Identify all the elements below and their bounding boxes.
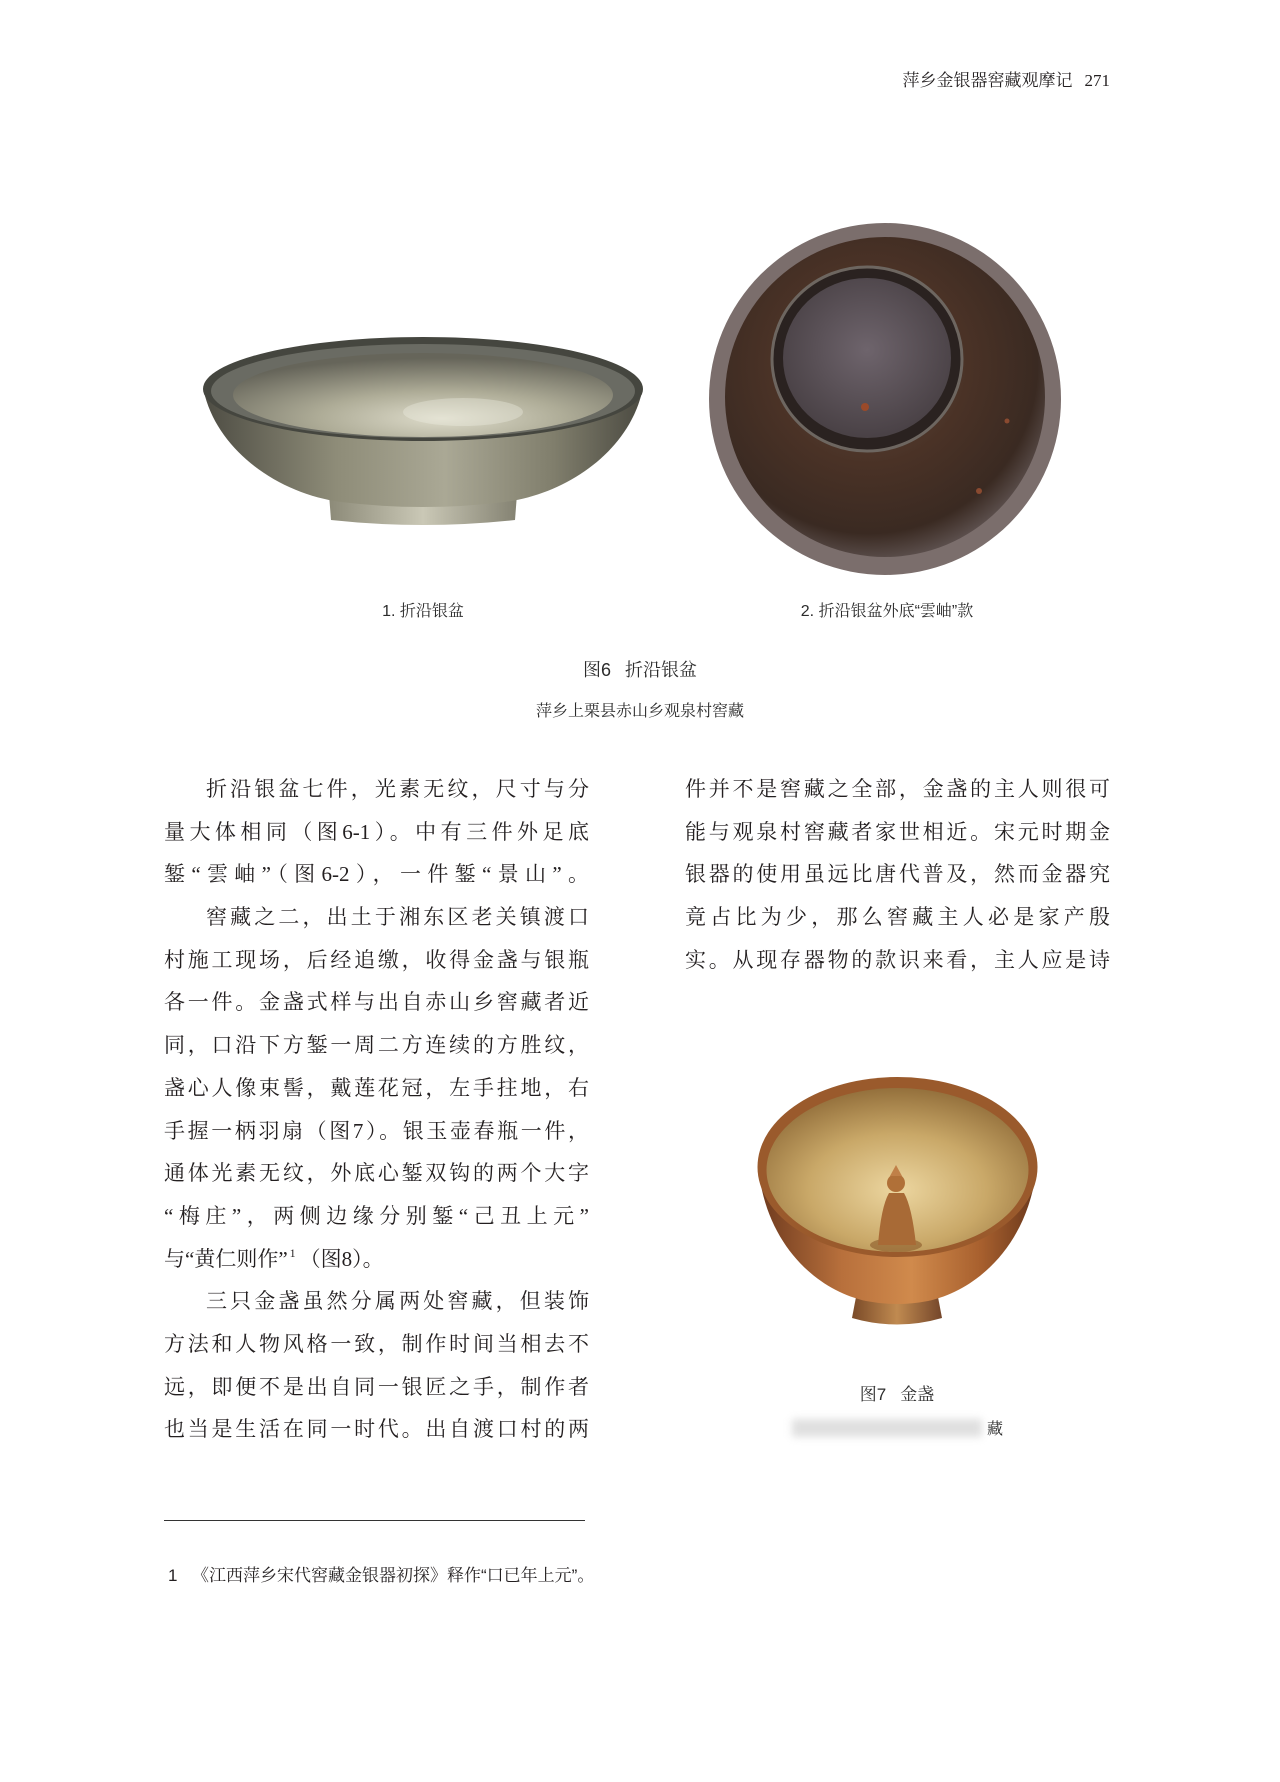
text-line: 手握一柄羽扇（图7）。银玉壶春瓶一件， — [164, 1118, 589, 1143]
seated-figure-head — [887, 1174, 905, 1192]
text-line-with-note — [164, 1238, 589, 1281]
figure-6-1-caption: 1. 折沿银盆 — [382, 603, 464, 620]
figure-6-label: 图6 — [582, 660, 612, 680]
figure-7-source-blurred — [792, 1419, 982, 1437]
rust-spot — [976, 488, 982, 494]
footnote-text: 《江西萍乡宋代窖藏金银器初探》释作“口已年上元”。 — [192, 1566, 595, 1585]
figure-7-label: 图7 — [859, 1385, 887, 1404]
figure-6-2-caption: 2. 折沿银盆外底“雲岫”款 — [800, 603, 974, 620]
text-fragment: （图8）。 — [299, 1246, 384, 1271]
page-number: 271 — [1084, 71, 1110, 90]
figure-7-gold-cup-photo — [756, 1075, 1039, 1330]
text-line: 也当是生活在同一时代。出自渡口村的两 — [164, 1417, 589, 1442]
rust-spot — [1005, 419, 1010, 424]
body-text-left-column — [164, 768, 589, 1451]
body-text-right-column — [685, 768, 1110, 981]
figure-7-title-text: 金盏 — [900, 1385, 935, 1404]
figure-6-title-text: 折沿银盆 — [625, 660, 698, 680]
text-line: 錾“雲岫”（图6-2），一件錾“景山”。 — [164, 862, 589, 887]
figure-6-1-silver-basin-photo — [201, 334, 645, 526]
text-line: 同，口沿下方錾一周二方连续的方胜纹， — [164, 1033, 589, 1058]
text-line: “梅庄”，两侧边缘分别錾“己丑上元” — [164, 1203, 589, 1228]
text-fragment: 与“黄仁则作” — [164, 1246, 288, 1271]
footnote-divider — [164, 1520, 585, 1521]
text-line: 窖藏之二，出土于湘东区老关镇渡口 — [206, 905, 589, 930]
text-line: 村施工现场，后经追缴，收得金盏与银瓶 — [164, 947, 589, 972]
running-header — [903, 66, 1111, 91]
text-line: 竟占比为少，那么窖藏主人必是家产殷 — [685, 905, 1110, 930]
figure-7-title — [860, 1380, 934, 1405]
text-line: 能与观泉村窖藏者家世相近。宋元时期金 — [685, 819, 1110, 844]
text-line: 远，即便不是出自同一银匠之手，制作者 — [164, 1374, 589, 1399]
text-line: 三只金盏虽然分属两处窖藏，但装饰 — [206, 1289, 589, 1314]
figure-6-source: 萍乡上栗县赤山乡观泉村窖藏 — [535, 703, 745, 720]
text-line: 实。从现存器物的款识来看，主人应是诗 — [685, 947, 1110, 972]
figure-7-source-visible: 藏 — [987, 1421, 1004, 1438]
text-line: 方法和人物风格一致，制作时间当相去不 — [164, 1331, 589, 1356]
text-line: 通体光素无纹，外底心錾双钩的两个大字 — [164, 1161, 589, 1186]
text-line: 银器的使用虽远比唐代普及，然而金器究 — [685, 862, 1110, 887]
text-line: 盏心人像束髻，戴莲花冠，左手拄地，右 — [164, 1075, 589, 1100]
figure-6-2-basin-base-photo — [707, 221, 1064, 577]
basin-highlight — [403, 398, 523, 426]
footnote-number: 1 — [168, 1566, 178, 1585]
text-line: 各一件。金盏式样与出自赤山乡窖藏者近 — [164, 990, 589, 1015]
text-line: 件并不是窖藏之全部，金盏的主人则很可 — [685, 777, 1110, 801]
rust-spot — [861, 403, 869, 411]
running-title: 萍乡金银器窖藏观摩记 — [902, 71, 1073, 90]
figure-6-title — [583, 656, 697, 682]
text-line: 折沿银盆七件，光素无纹，尺寸与分 — [206, 777, 589, 801]
base-center — [783, 278, 951, 438]
footnote-reference[interactable]: 1 — [289, 1245, 296, 1260]
text-line: 量大体相同（图6-1）。中有三件外足底 — [164, 819, 589, 844]
basin-interior — [233, 353, 613, 437]
footnote — [168, 1561, 594, 1586]
